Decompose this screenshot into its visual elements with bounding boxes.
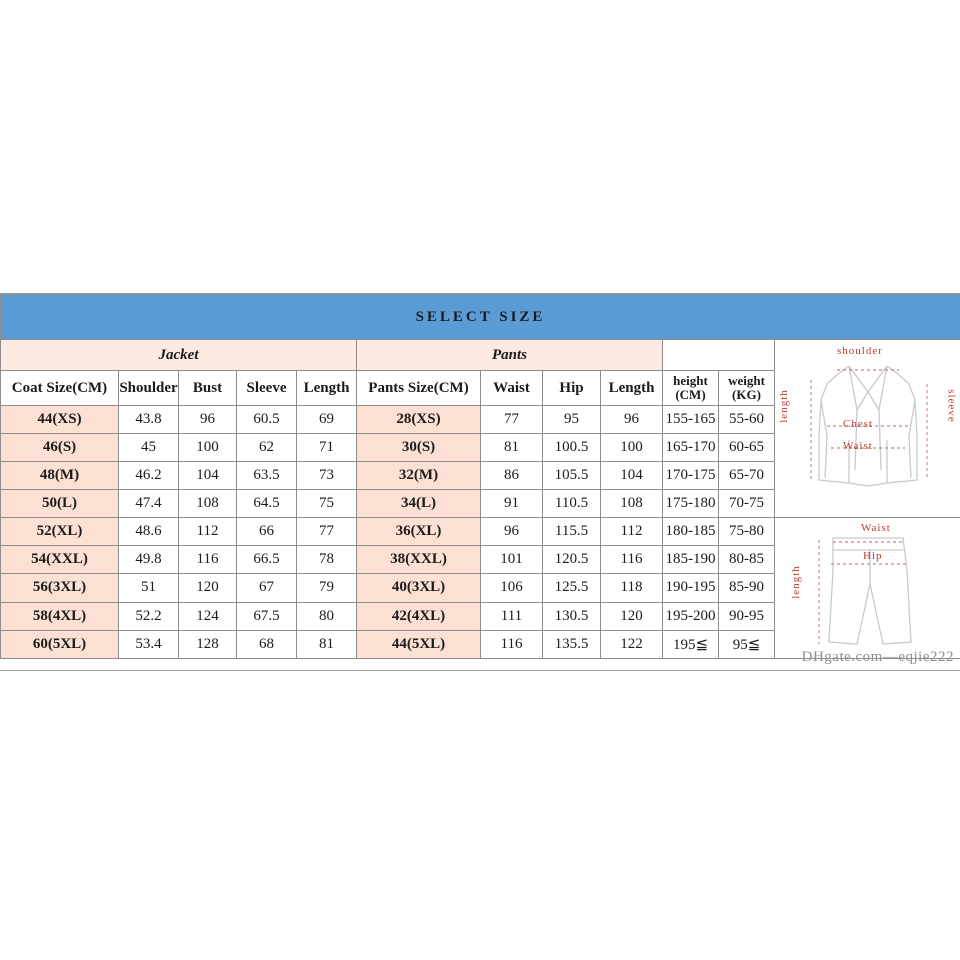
cell-hip: 105.5	[543, 462, 601, 490]
cell-sleeve: 66.5	[237, 546, 297, 574]
cell-pants-length: 96	[601, 406, 663, 434]
pants-label-waist: Waist	[861, 522, 891, 534]
cell-waist: 111	[481, 602, 543, 630]
cell-pants-size: 30(S)	[357, 434, 481, 462]
table-row	[1, 518, 960, 546]
cell-weight: 55-60	[719, 406, 775, 434]
header-shoulder: Shoulder	[119, 371, 179, 406]
cell-waist: 106	[481, 574, 543, 602]
cell-height: 195-200	[663, 602, 719, 630]
banner-title: SELECT SIZE	[1, 295, 960, 340]
jacket-label-waist: Waist	[843, 440, 873, 452]
header-sleeve: Sleeve	[237, 371, 297, 406]
cell-jacket-length: 79	[297, 574, 357, 602]
cell-coat-size: 50(L)	[1, 490, 119, 518]
cell-shoulder: 53.4	[119, 630, 179, 658]
cell-bust: 128	[179, 630, 237, 658]
cell-pants-size: 34(L)	[357, 490, 481, 518]
cell-coat-size: 52(XL)	[1, 518, 119, 546]
pants-label-hip: Hip	[863, 550, 883, 562]
header-pants-size: Pants Size(CM)	[357, 371, 481, 406]
cell-sleeve: 64.5	[237, 490, 297, 518]
group-header-row	[1, 340, 960, 371]
cell-pants-size: 42(4XL)	[357, 602, 481, 630]
cell-shoulder: 43.8	[119, 406, 179, 434]
header-weight-line2: (KG)	[732, 387, 761, 402]
cell-coat-size: 48(M)	[1, 462, 119, 490]
cell-sleeve: 67.5	[237, 602, 297, 630]
cell-pants-size: 44(5XL)	[357, 630, 481, 658]
jacket-label-sleeve: sleeve	[945, 389, 958, 423]
cell-pants-length: 118	[601, 574, 663, 602]
cell-hip: 120.5	[543, 546, 601, 574]
header-jacket-length: Length	[297, 371, 357, 406]
pants-figure-cell	[775, 518, 960, 659]
cell-height: 180-185	[663, 518, 719, 546]
cell-waist: 77	[481, 406, 543, 434]
cell-pants-size: 36(XL)	[357, 518, 481, 546]
size-chart-container	[0, 293, 960, 671]
cell-pants-length: 116	[601, 546, 663, 574]
cell-waist: 91	[481, 490, 543, 518]
cell-shoulder: 49.8	[119, 546, 179, 574]
cell-jacket-length: 73	[297, 462, 357, 490]
cell-coat-size: 56(3XL)	[1, 574, 119, 602]
jacket-figure	[775, 340, 960, 517]
cell-bust: 124	[179, 602, 237, 630]
cell-weight: 70-75	[719, 490, 775, 518]
cell-pants-size: 38(XXL)	[357, 546, 481, 574]
cell-waist: 81	[481, 434, 543, 462]
cell-weight: 65-70	[719, 462, 775, 490]
cell-pants-length: 122	[601, 630, 663, 658]
header-height-line2: (CM)	[675, 387, 706, 402]
cell-jacket-length: 69	[297, 406, 357, 434]
cell-height: 195≦	[663, 630, 719, 658]
cell-jacket-length: 77	[297, 518, 357, 546]
cell-pants-length: 120	[601, 602, 663, 630]
cell-bust: 108	[179, 490, 237, 518]
cell-hip: 100.5	[543, 434, 601, 462]
cell-shoulder: 46.2	[119, 462, 179, 490]
cell-weight: 60-65	[719, 434, 775, 462]
header-weight-line1: weight	[728, 373, 765, 389]
cell-bust: 112	[179, 518, 237, 546]
cell-shoulder: 47.4	[119, 490, 179, 518]
group-label-jacket: Jacket	[1, 340, 357, 371]
cell-sleeve: 63.5	[237, 462, 297, 490]
header-waist: Waist	[481, 371, 543, 406]
cell-pants-length: 104	[601, 462, 663, 490]
cell-hip: 130.5	[543, 602, 601, 630]
cell-jacket-length: 75	[297, 490, 357, 518]
cell-coat-size: 58(4XL)	[1, 602, 119, 630]
cell-bust: 100	[179, 434, 237, 462]
cell-height: 190-195	[663, 574, 719, 602]
cell-hip: 110.5	[543, 490, 601, 518]
cell-pants-length: 100	[601, 434, 663, 462]
cell-height: 175-180	[663, 490, 719, 518]
jacket-figure-cell	[775, 340, 960, 518]
cell-coat-size: 44(XS)	[1, 406, 119, 434]
cell-jacket-length: 78	[297, 546, 357, 574]
cell-waist: 101	[481, 546, 543, 574]
header-weight	[719, 371, 775, 406]
pants-illustration-icon	[775, 518, 960, 658]
watermark-text: DHgate.com—eqjie222	[801, 649, 954, 665]
cell-sleeve: 60.5	[237, 406, 297, 434]
cell-pants-length: 108	[601, 490, 663, 518]
cell-jacket-length: 81	[297, 630, 357, 658]
cell-jacket-length: 80	[297, 602, 357, 630]
cell-shoulder: 52.2	[119, 602, 179, 630]
jacket-label-length: length	[777, 389, 790, 423]
cell-sleeve: 68	[237, 630, 297, 658]
cell-hip: 115.5	[543, 518, 601, 546]
cell-weight: 80-85	[719, 546, 775, 574]
cell-sleeve: 66	[237, 518, 297, 546]
cell-hip: 135.5	[543, 630, 601, 658]
banner-row	[1, 295, 960, 340]
cell-shoulder: 48.6	[119, 518, 179, 546]
cell-weight: 95≦	[719, 630, 775, 658]
cell-pants-size: 40(3XL)	[357, 574, 481, 602]
cell-height: 165-170	[663, 434, 719, 462]
cell-hip: 125.5	[543, 574, 601, 602]
header-height	[663, 371, 719, 406]
cell-jacket-length: 71	[297, 434, 357, 462]
cell-pants-size: 28(XS)	[357, 406, 481, 434]
header-pants-length: Length	[601, 371, 663, 406]
cell-sleeve: 62	[237, 434, 297, 462]
cell-coat-size: 60(5XL)	[1, 630, 119, 658]
cell-pants-size: 32(M)	[357, 462, 481, 490]
cell-weight: 85-90	[719, 574, 775, 602]
cell-height: 170-175	[663, 462, 719, 490]
group-label-pants: Pants	[357, 340, 663, 371]
cell-coat-size: 54(XXL)	[1, 546, 119, 574]
cell-coat-size: 46(S)	[1, 434, 119, 462]
cell-waist: 96	[481, 518, 543, 546]
cell-bust: 96	[179, 406, 237, 434]
pants-label-length: length	[789, 565, 802, 599]
cell-shoulder: 45	[119, 434, 179, 462]
cell-hip: 95	[543, 406, 601, 434]
group-spacer-cell	[663, 340, 775, 371]
cell-weight: 90-95	[719, 602, 775, 630]
pants-figure	[775, 518, 960, 658]
header-coat-size: Coat Size(CM)	[1, 371, 119, 406]
header-height-line1: height	[673, 373, 708, 389]
cell-pants-length: 112	[601, 518, 663, 546]
jacket-label-chest: Chest	[843, 418, 874, 430]
cell-weight: 75-80	[719, 518, 775, 546]
cell-height: 185-190	[663, 546, 719, 574]
jacket-label-shoulder: shoulder	[837, 345, 883, 357]
cell-waist: 116	[481, 630, 543, 658]
cell-waist: 86	[481, 462, 543, 490]
cell-bust: 104	[179, 462, 237, 490]
size-chart-table	[0, 294, 960, 659]
header-hip: Hip	[543, 371, 601, 406]
header-bust: Bust	[179, 371, 237, 406]
cell-sleeve: 67	[237, 574, 297, 602]
cell-bust: 116	[179, 546, 237, 574]
cell-shoulder: 51	[119, 574, 179, 602]
cell-height: 155-165	[663, 406, 719, 434]
cell-bust: 120	[179, 574, 237, 602]
